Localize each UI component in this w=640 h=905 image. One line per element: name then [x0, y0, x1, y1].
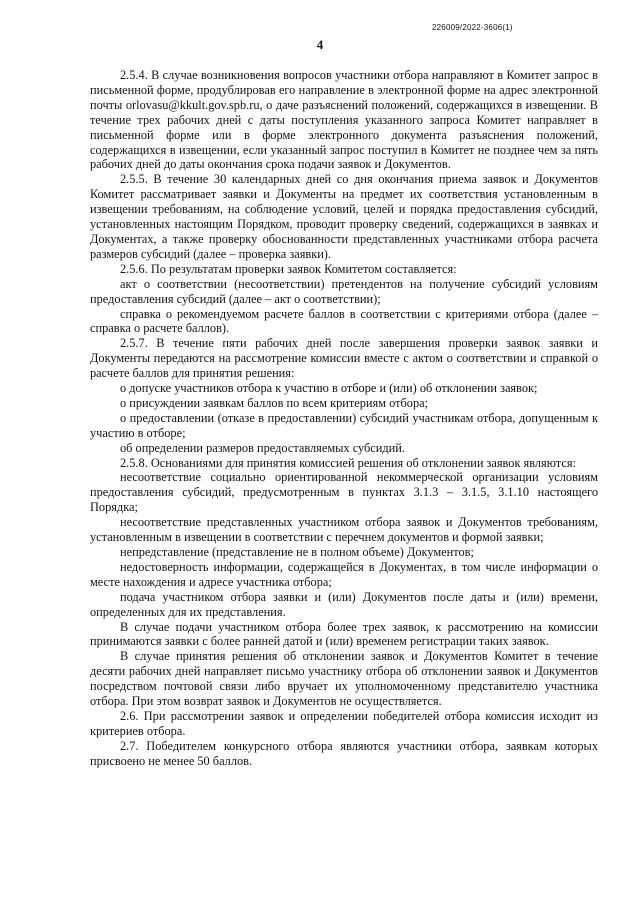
page-number: 4 — [316, 37, 324, 52]
list-item-score-award: о присуждении заявкам баллов по всем критериям отбора; — [120, 395, 429, 410]
list-item-score-certificate: справка о рекомендуемом расчете баллов в соответствии с критериями отбора (далее – справка о расчете баллов). — [90, 306, 598, 336]
list-item-late-submission: подача участником отбора заявки и (или) Документов после даты и (или) времени, определенных для их представления. — [90, 589, 598, 619]
list-item-info-inaccuracy: недостоверность информации, содержащейся в Документах, в том числе информации о месте нахождения и адресе участника отбора; — [90, 559, 598, 589]
list-item-subsidy-amount: об определении размеров предоставляемых субсидий. — [120, 440, 405, 455]
paragraph-2-7: 2.7. Победителем конкурсного отбора являются участники отбора, заявкам которых присвоено не менее 50 баллов. — [90, 738, 598, 768]
paragraph-multiple-applications: В случае подачи участником отбора более трех заявок, к рассмотрению на комиссии принимаются заявки с более ранней датой и (или) временем регистрации таких заявок. — [90, 619, 598, 649]
document-registration-number: 226009/2022-3606(1) — [432, 23, 513, 32]
list-item-admission-decision: о допуске участников отбора к участию в отборе и (или) об отклонении заявок; — [120, 381, 538, 396]
paragraph-2-5-7: 2.5.7. В течение пяти рабочих дней после завершения проверки заявок заявки и Документы передаются на рассмотрение комиссии вместе с актом о соответствии и справкой о расчете баллов для принятия решения: — [90, 336, 598, 381]
paragraph-2-5-8: 2.5.8. Основаниями для принятия комиссией решения об отклонении заявок являются: — [120, 455, 576, 470]
paragraph-2-6: 2.6. При рассмотрении заявок и определении победителей отбора комиссия исходит из критериев отбора. — [90, 708, 598, 738]
list-item-docs-missing: непредставление (представление не в полном объеме) Документов; — [120, 545, 474, 559]
paragraph-2-5-5: 2.5.5. В течение 30 календарных дней со дня окончания приема заявок и Документов Комитет рассматривает заявки и Документы на предмет их соответствия установленным в извещении требованиям, на соблюдение условий, целей и порядка предоставления субсидий, установленных настоящим Порядком, проводит проверку сведений, содержащихся в заявках и Документах, а также проверку обоснованности представленных участниками отбора расчета размеров субсидий (далее – проверка заявки). — [90, 172, 598, 261]
list-item-subsidy-decision: о предоставлении (отказе в предоставлении) субсидий участникам отбора, допущенным к участию в отборе; — [90, 410, 598, 440]
list-item-docs-noncompliance: несоответствие представленных участником отбора заявок и Документов требованиям, установленным в извещении в соответствии с перечнем документов и формой заявки; — [90, 515, 598, 545]
paragraph-2-5-4: 2.5.4. В случае возникновения вопросов участники отбора направляют в Комитет запрос в письменной форме, продублировав его направление в электронной форме на адрес электронной почты orlovasu@kkult.gov.spb.ru, о даче разъяснений положений, содержащихся в извещении. В течение трех рабочих дней с даты поступления указанного запроса Комитет направляет в письменной форме или в форме электронного документа разъяснения положений, содержащихся в извещении, если указанный запрос поступил в Комитет не позднее чем за пять рабочих дней до даты окончания срока подачи заявок и Документов. — [90, 68, 598, 172]
list-item-act-of-compliance: акт о соответствии (несоответствии) претендентов на получение субсидий условиям предоставления субсидий (далее – акт о соответствии); — [90, 276, 598, 306]
paragraph-rejection-notice: В случае принятия решения об отклонении заявок и Документов Комитет в течение десяти рабочих дней направляет письмо участнику отбора об отклонении заявок и Документов посредством почтовой связи либо вручает их уполномоченному представителю участника отбора. При этом возврат заявок и Документов не осуществляется. — [90, 649, 598, 709]
document-body — [90, 68, 598, 769]
paragraph-2-5-6: 2.5.6. По результатам проверки заявок Комитетом составляется: — [120, 261, 457, 276]
list-item-org-noncompliance: несоответствие социально ориентированной некоммерческой организации условиям предоставления субсидий, предусмотренным в пунктах 3.1.3 – 3.1.5, 3.1.10 настоящего Порядка; — [90, 470, 598, 515]
